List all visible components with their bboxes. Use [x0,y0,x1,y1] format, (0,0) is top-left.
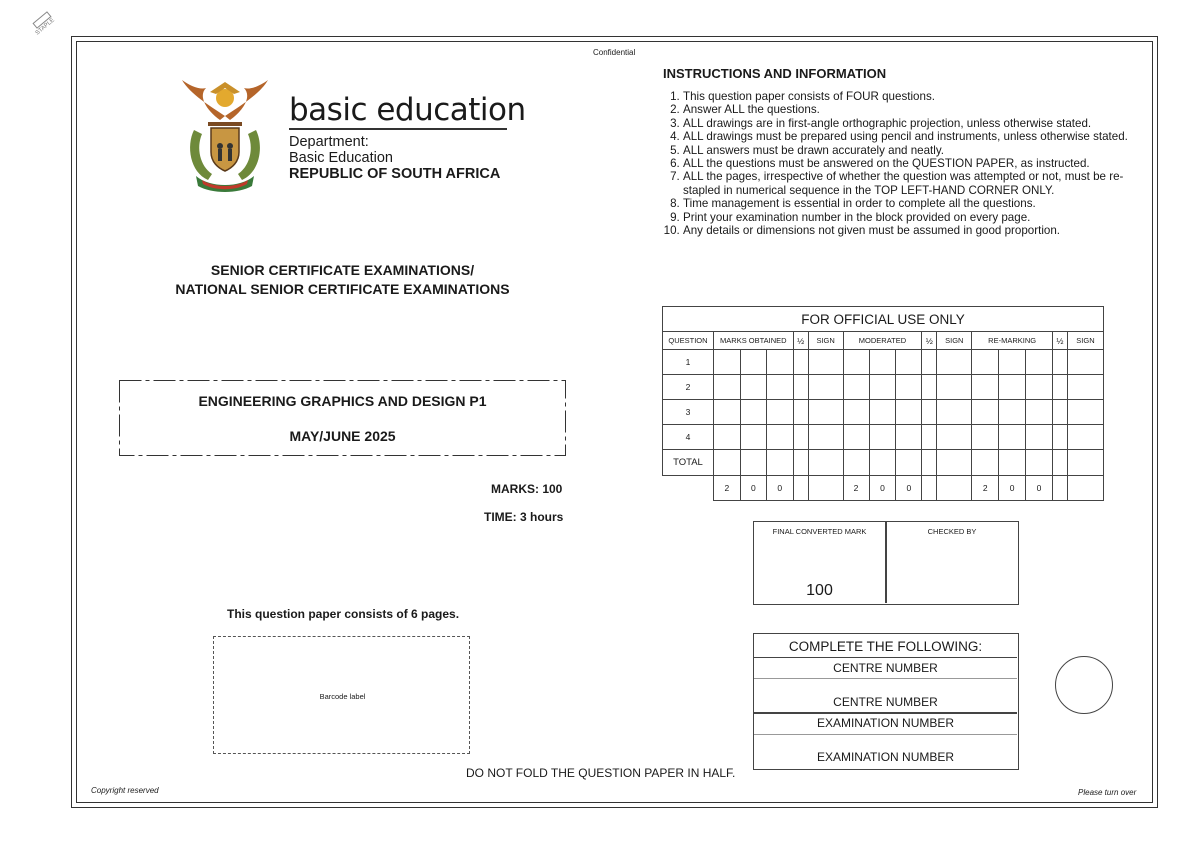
mark-cell[interactable] [713,350,740,375]
header-half-1: ½ [793,332,808,350]
mark-cell[interactable] [713,375,740,400]
total-digit: 0 [896,476,922,501]
question-number: 4 [663,425,714,450]
instruction-item: 3. ALL drawings are in first-angle orthographic projection, unless otherwise stated. [683,117,1131,130]
exam-number-label-2: EXAMINATION NUMBER [816,750,955,764]
centre-number-label: CENTRE NUMBER [833,661,938,675]
total-digit: 0 [1026,476,1053,501]
mark-cell[interactable] [713,425,740,450]
please-turn-over: Please turn over [1078,788,1137,797]
subject-name: ENGINEERING GRAPHICS AND DESIGN P1 [198,393,487,409]
logo-title: basic education [289,92,526,128]
mark-cell[interactable] [896,400,922,425]
checked-by-label: CHECKED BY [927,527,977,536]
centre-number-label-2: CENTRE NUMBER [833,695,938,709]
exam-heading-line1: SENIOR CERTIFICATE EXAMINATIONS/ [210,262,475,278]
question-number: 1 [663,350,714,375]
sign-cell[interactable] [1067,350,1103,375]
total-digit: 2 [713,476,740,501]
total-digit: 0 [766,476,793,501]
sign-cell[interactable] [1067,450,1103,476]
mark-cell[interactable] [922,450,937,476]
sign-cell[interactable] [808,350,843,375]
sign-cell[interactable] [937,425,972,450]
instruction-item: 5. ALL answers must be drawn accurately and neatly. [683,144,1131,157]
official-use-table [662,306,1104,501]
header-remarking: RE-MARKING [972,332,1053,350]
sign-cell[interactable] [937,400,972,425]
time-label: TIME: 3 hours [484,510,564,524]
blank-cell [1053,476,1068,501]
staple-label: STAPLE [34,17,56,37]
mark-cell[interactable] [740,350,766,375]
instruction-item: 9. Print your examination number in the block provided on every page. [683,211,1131,224]
final-converted-label: FINAL CONVERTED MARK [772,527,867,536]
sign-cell[interactable] [1067,425,1103,450]
instruction-item: 10. Any details or dimensions not given must be assumed in good proportion. [683,224,1131,237]
logo-divider [289,128,507,130]
mark-cell[interactable] [793,400,808,425]
instructions-title: INSTRUCTIONS AND INFORMATION [663,66,887,81]
mark-cell[interactable] [972,350,999,375]
section-rule [754,712,1017,714]
spacer-cell [663,476,714,501]
mark-cell[interactable] [740,425,766,450]
mark-cell[interactable] [896,425,922,450]
exam-heading [140,261,545,299]
mark-cell[interactable] [999,350,1026,375]
mark-cell[interactable] [1026,425,1053,450]
copyright-note: Copyright reserved [91,786,159,795]
header-sign-2: SIGN [937,332,972,350]
mark-cell[interactable] [843,425,869,450]
confidential-label: Confidential [593,48,636,57]
sign-cell[interactable] [937,350,972,375]
marks-label: MARKS: 100 [491,482,563,496]
mark-cell[interactable] [1053,425,1068,450]
header-half-3: ½ [1053,332,1068,350]
mark-cell[interactable] [999,425,1026,450]
instruction-item: 2. Answer ALL the questions. [683,103,1131,116]
mark-cell[interactable] [999,375,1026,400]
mark-cell[interactable] [922,425,937,450]
mark-cell[interactable] [869,350,896,375]
subject-session: MAY/JUNE 2025 [289,428,396,444]
mark-cell[interactable] [766,375,793,400]
sign-cell[interactable] [1067,400,1103,425]
instruction-item: 1. This question paper consists of FOUR questions. [683,90,1131,103]
total-digit: 2 [843,476,869,501]
subject-box [119,380,566,456]
mark-cell[interactable] [793,375,808,400]
official-use-title: FOR OFFICIAL USE ONLY [663,307,1104,332]
sign-cell[interactable] [808,450,843,476]
barcode-box [213,636,470,754]
total-label: TOTAL [663,450,714,476]
logo-block [289,92,526,128]
mark-cell[interactable] [972,375,999,400]
instruction-item: 6. ALL the questions must be answered on the QUESTION PAPER, as instructed. [683,157,1131,170]
logo-line-republic: REPUBLIC OF SOUTH AFRICA [289,166,501,182]
complete-title: COMPLETE THE FOLLOWING: [788,639,983,654]
header-half-2: ½ [922,332,937,350]
header-marks-obtained: MARKS OBTAINED [713,332,793,350]
header-sign-3: SIGN [1067,332,1103,350]
total-digit: 2 [972,476,999,501]
mark-cell[interactable] [972,425,999,450]
header-sign-1: SIGN [808,332,843,350]
total-digit: 0 [999,476,1026,501]
mark-cell[interactable] [843,375,869,400]
mark-cell[interactable] [1053,375,1068,400]
mark-cell[interactable] [740,375,766,400]
total-digit: 0 [869,476,896,501]
total-digit: 0 [740,476,766,501]
mark-cell[interactable] [896,450,922,476]
final-converted-value[interactable]: 100 [806,582,833,599]
logo-line-department: Department: [289,134,369,150]
mark-cell[interactable] [869,425,896,450]
mark-cell[interactable] [713,450,740,476]
mark-cell[interactable] [869,450,896,476]
centre-number-field[interactable] [754,678,1017,679]
mark-cell[interactable] [713,400,740,425]
sign-cell[interactable] [937,450,972,476]
instruction-item: 4. ALL drawings must be prepared using pencil and instruments, unless otherwise stated. [683,130,1131,143]
mark-cell[interactable] [766,400,793,425]
do-not-fold-notice: DO NOT FOLD THE QUESTION PAPER IN HALF. [466,766,736,780]
mark-cell[interactable] [922,375,937,400]
mark-cell[interactable] [1053,350,1068,375]
mark-cell[interactable] [999,400,1026,425]
coat-of-arms-logo [180,76,270,194]
mark-cell[interactable] [1053,450,1068,476]
mark-cell[interactable] [922,400,937,425]
mark-cell[interactable] [793,450,808,476]
coat-of-arms-icon [180,76,270,194]
mark-cell[interactable] [1026,375,1053,400]
mark-cell[interactable] [896,375,922,400]
blank-cell [808,476,843,501]
blank-cell [937,476,972,501]
sign-cell[interactable] [808,375,843,400]
blank-cell [1067,476,1103,501]
mark-cell[interactable] [843,400,869,425]
header-moderated: MODERATED [843,332,922,350]
mark-cell[interactable] [999,450,1026,476]
mark-cell[interactable] [766,425,793,450]
mark-cell[interactable] [793,425,808,450]
mark-cell[interactable] [972,450,999,476]
sign-cell[interactable] [1067,375,1103,400]
sign-cell[interactable] [808,425,843,450]
pages-note: This question paper consists of 6 pages. [227,607,460,621]
mark-cell[interactable] [869,375,896,400]
sign-cell[interactable] [937,375,972,400]
mark-cell[interactable] [740,450,766,476]
mark-cell[interactable] [766,350,793,375]
mark-cell[interactable] [972,400,999,425]
question-number: 3 [663,400,714,425]
header-question: QUESTION [663,332,714,350]
mark-cell[interactable] [1053,400,1068,425]
mark-cell[interactable] [1026,400,1053,425]
mark-cell[interactable] [896,350,922,375]
sign-cell[interactable] [808,400,843,425]
question-number: 2 [663,375,714,400]
mark-cell[interactable] [1026,450,1053,476]
exam-heading-line2: NATIONAL SENIOR CERTIFICATE EXAMINATIONS [175,281,510,297]
exam-number-field[interactable] [754,734,1017,735]
logo-line-basic-education: Basic Education [289,150,393,166]
mark-cell[interactable] [843,350,869,375]
instruction-item: 7. ALL the pages, irrespective of whether the question was attempted or not, must be re-stapled in numerical sequence in the TOP LEFT-HAND CORNER ONLY. [683,170,1131,197]
instruction-item: 8. Time management is essential in order to complete all the questions. [683,197,1131,210]
mark-cell[interactable] [793,350,808,375]
instructions-list [663,90,1131,237]
blank-cell [922,476,937,501]
mark-cell[interactable] [869,400,896,425]
mark-cell[interactable] [922,350,937,375]
logo-subtext [289,134,500,182]
final-mark-box [753,521,1019,605]
mark-cell[interactable] [843,450,869,476]
circle-stamp-area [1055,656,1113,714]
mark-cell[interactable] [1026,350,1053,375]
mark-cell[interactable] [740,400,766,425]
complete-title-rule [754,657,1017,658]
staple-mark [30,10,60,37]
mark-cell[interactable] [766,450,793,476]
blank-cell [793,476,808,501]
exam-number-label: EXAMINATION NUMBER [816,716,955,730]
complete-following-box [753,633,1019,770]
barcode-label: Barcode label [319,692,366,701]
